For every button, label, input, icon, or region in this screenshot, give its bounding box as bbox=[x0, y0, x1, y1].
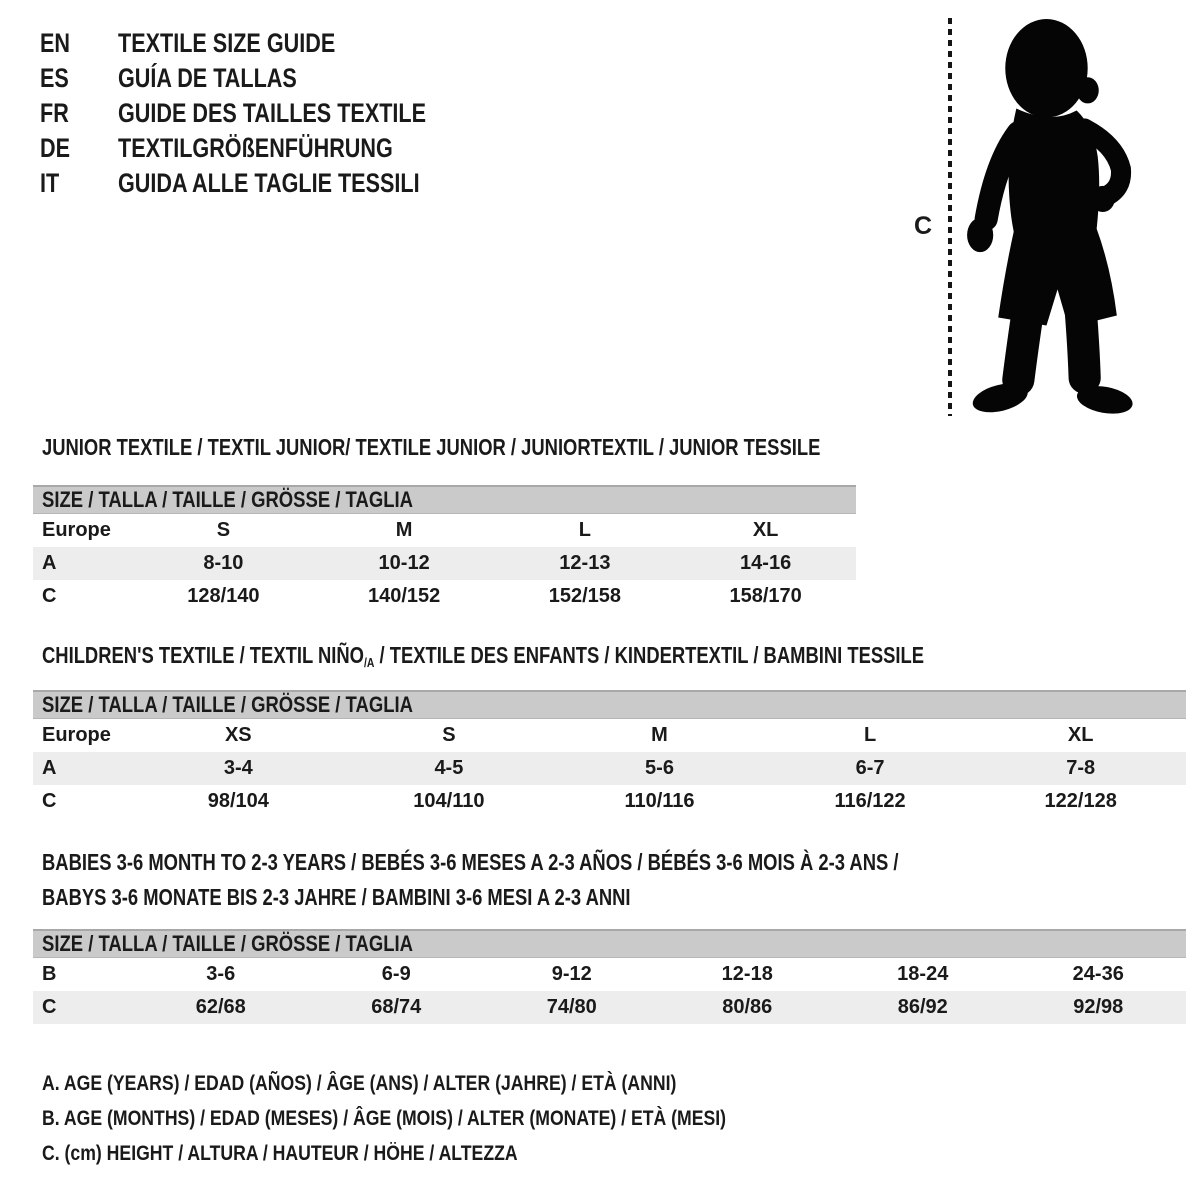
table-cell: L bbox=[578, 519, 591, 541]
lang-code-en: EN bbox=[40, 28, 71, 58]
lang-label-it: GUIDA ALLE TAGLIE TESSILI bbox=[118, 168, 420, 198]
table-cell: 80/86 bbox=[722, 996, 773, 1018]
height-dashed-line bbox=[948, 18, 952, 416]
row-label: A bbox=[42, 757, 57, 779]
table-cell: 152/158 bbox=[548, 585, 622, 607]
table-cell: 14-16 bbox=[740, 552, 792, 574]
table-cell: S bbox=[442, 724, 456, 746]
table-cell: 98/104 bbox=[207, 790, 269, 812]
height-measure-label: C bbox=[914, 212, 933, 240]
table-cell: 122/128 bbox=[1044, 790, 1117, 812]
lang-code-es: ES bbox=[40, 63, 69, 93]
lang-label-en: TEXTILE SIZE GUIDE bbox=[118, 28, 336, 58]
junior-table bbox=[33, 485, 856, 613]
legend-line-c: C. (cm) HEIGHT / ALTURA / HAUTEUR / HÖHE / ALTEZZA bbox=[42, 1142, 518, 1165]
table-cell: 3-4 bbox=[223, 757, 253, 779]
table-cell: XS bbox=[224, 724, 252, 746]
junior-row-europe bbox=[33, 514, 856, 547]
children-size-header-bar: SIZE / TALLA / TAILLE / GRÖSSE / TAGLIA bbox=[33, 690, 1186, 719]
title-subscript: /A bbox=[363, 655, 375, 670]
legend-line-b: B. AGE (MONTHS) / EDAD (MESES) / ÂGE (MOIS) / ALTER (MONATE) / ETÀ (MESI) bbox=[42, 1107, 727, 1130]
row-label: A bbox=[42, 552, 57, 574]
babies-table bbox=[33, 929, 1186, 1024]
table-cell: M bbox=[395, 519, 413, 541]
table-cell: XL bbox=[1067, 724, 1094, 746]
table-cell: L bbox=[863, 724, 877, 746]
children-row-europe bbox=[33, 719, 1186, 752]
row-label: C bbox=[42, 996, 57, 1018]
table-cell: 6-7 bbox=[855, 757, 885, 779]
babies-size-header-bar: SIZE / TALLA / TAILLE / GRÖSSE / TAGLIA bbox=[33, 929, 1186, 958]
lang-label-de: TEXTILGRÖßENFÜHRUNG bbox=[118, 133, 393, 163]
table-cell: 12-18 bbox=[721, 963, 773, 985]
lang-code-fr: FR bbox=[40, 98, 69, 128]
children-row-height bbox=[33, 785, 1186, 818]
table-cell: 74/80 bbox=[546, 996, 597, 1018]
table-cell: M bbox=[651, 724, 668, 746]
babies-section-title: BABIES 3-6 MONTH TO 2-3 YEARS / BEBÉS 3-6 MESES A 2-3 AÑOS / BÉBÉS 3-6 MOIS À 2-3 ANS / BABYS 3-6 MONATE BIS 2-3 JAHRE / BAMBINI 3-6 MESI A 2-3 ANNI bbox=[42, 849, 899, 910]
children-section-title: CHILDREN'S TEXTILE / TEXTIL NIÑO/A / TEXTILE DES ENFANTS / KINDERTEXTIL / BAMBINI TESSILE bbox=[42, 642, 925, 670]
table-cell: 6-9 bbox=[381, 963, 411, 985]
table-cell: 8-10 bbox=[203, 552, 244, 574]
table-cell: 9-12 bbox=[551, 963, 592, 985]
table-cell: 92/98 bbox=[1073, 996, 1124, 1018]
lang-label-es: GUÍA DE TALLAS bbox=[118, 63, 297, 93]
table-cell: XL bbox=[752, 519, 779, 541]
lang-code-de: DE bbox=[40, 133, 71, 163]
legend-line-a: A. AGE (YEARS) / EDAD (AÑOS) / ÂGE (ANS) / ALTER (JAHRE) / ETÀ (ANNI) bbox=[42, 1072, 677, 1095]
table-cell: 68/74 bbox=[371, 996, 422, 1018]
legend bbox=[42, 1066, 856, 1171]
row-label: Europe bbox=[42, 724, 111, 746]
table-cell: 158/170 bbox=[729, 585, 802, 607]
table-cell: 12-13 bbox=[559, 552, 611, 574]
junior-section-title: JUNIOR TEXTILE / TEXTIL JUNIOR/ TEXTILE JUNIOR / JUNIORTEXTIL / JUNIOR TESSILE bbox=[42, 434, 821, 460]
table-cell: 140/152 bbox=[367, 585, 441, 607]
lang-label-fr: GUIDE DES TAILLES TEXTILE bbox=[118, 98, 427, 128]
table-cell: 104/110 bbox=[413, 790, 485, 812]
language-title-list bbox=[40, 26, 503, 201]
toddler-silhouette bbox=[963, 16, 1138, 418]
junior-row-height bbox=[33, 580, 856, 613]
table-cell: 5-6 bbox=[645, 757, 674, 779]
table-cell: 7-8 bbox=[1066, 757, 1096, 779]
junior-row-age bbox=[33, 547, 856, 580]
table-cell: 110/116 bbox=[624, 790, 695, 812]
row-label: C bbox=[42, 585, 57, 607]
table-cell: 4-5 bbox=[434, 757, 464, 779]
table-cell: 10-12 bbox=[378, 552, 430, 574]
row-label: Europe bbox=[42, 519, 111, 541]
table-cell: 24-36 bbox=[1072, 963, 1124, 985]
babies-row-months bbox=[33, 958, 1186, 991]
row-label: B bbox=[42, 963, 57, 985]
table-cell: 3-6 bbox=[206, 963, 236, 985]
row-label: C bbox=[42, 790, 57, 812]
children-table bbox=[33, 690, 1186, 818]
table-cell: 86/92 bbox=[897, 996, 948, 1018]
children-row-age bbox=[33, 752, 1186, 785]
table-cell: S bbox=[216, 519, 231, 541]
babies-row-height bbox=[33, 991, 1186, 1024]
table-cell: 62/68 bbox=[195, 996, 246, 1018]
table-cell: 128/140 bbox=[187, 585, 260, 607]
table-cell: 18-24 bbox=[897, 963, 949, 985]
junior-size-header-bar: SIZE / TALLA / TAILLE / GRÖSSE / TAGLIA bbox=[33, 485, 856, 514]
table-cell: 116/122 bbox=[834, 790, 906, 812]
lang-code-it: IT bbox=[40, 168, 60, 198]
